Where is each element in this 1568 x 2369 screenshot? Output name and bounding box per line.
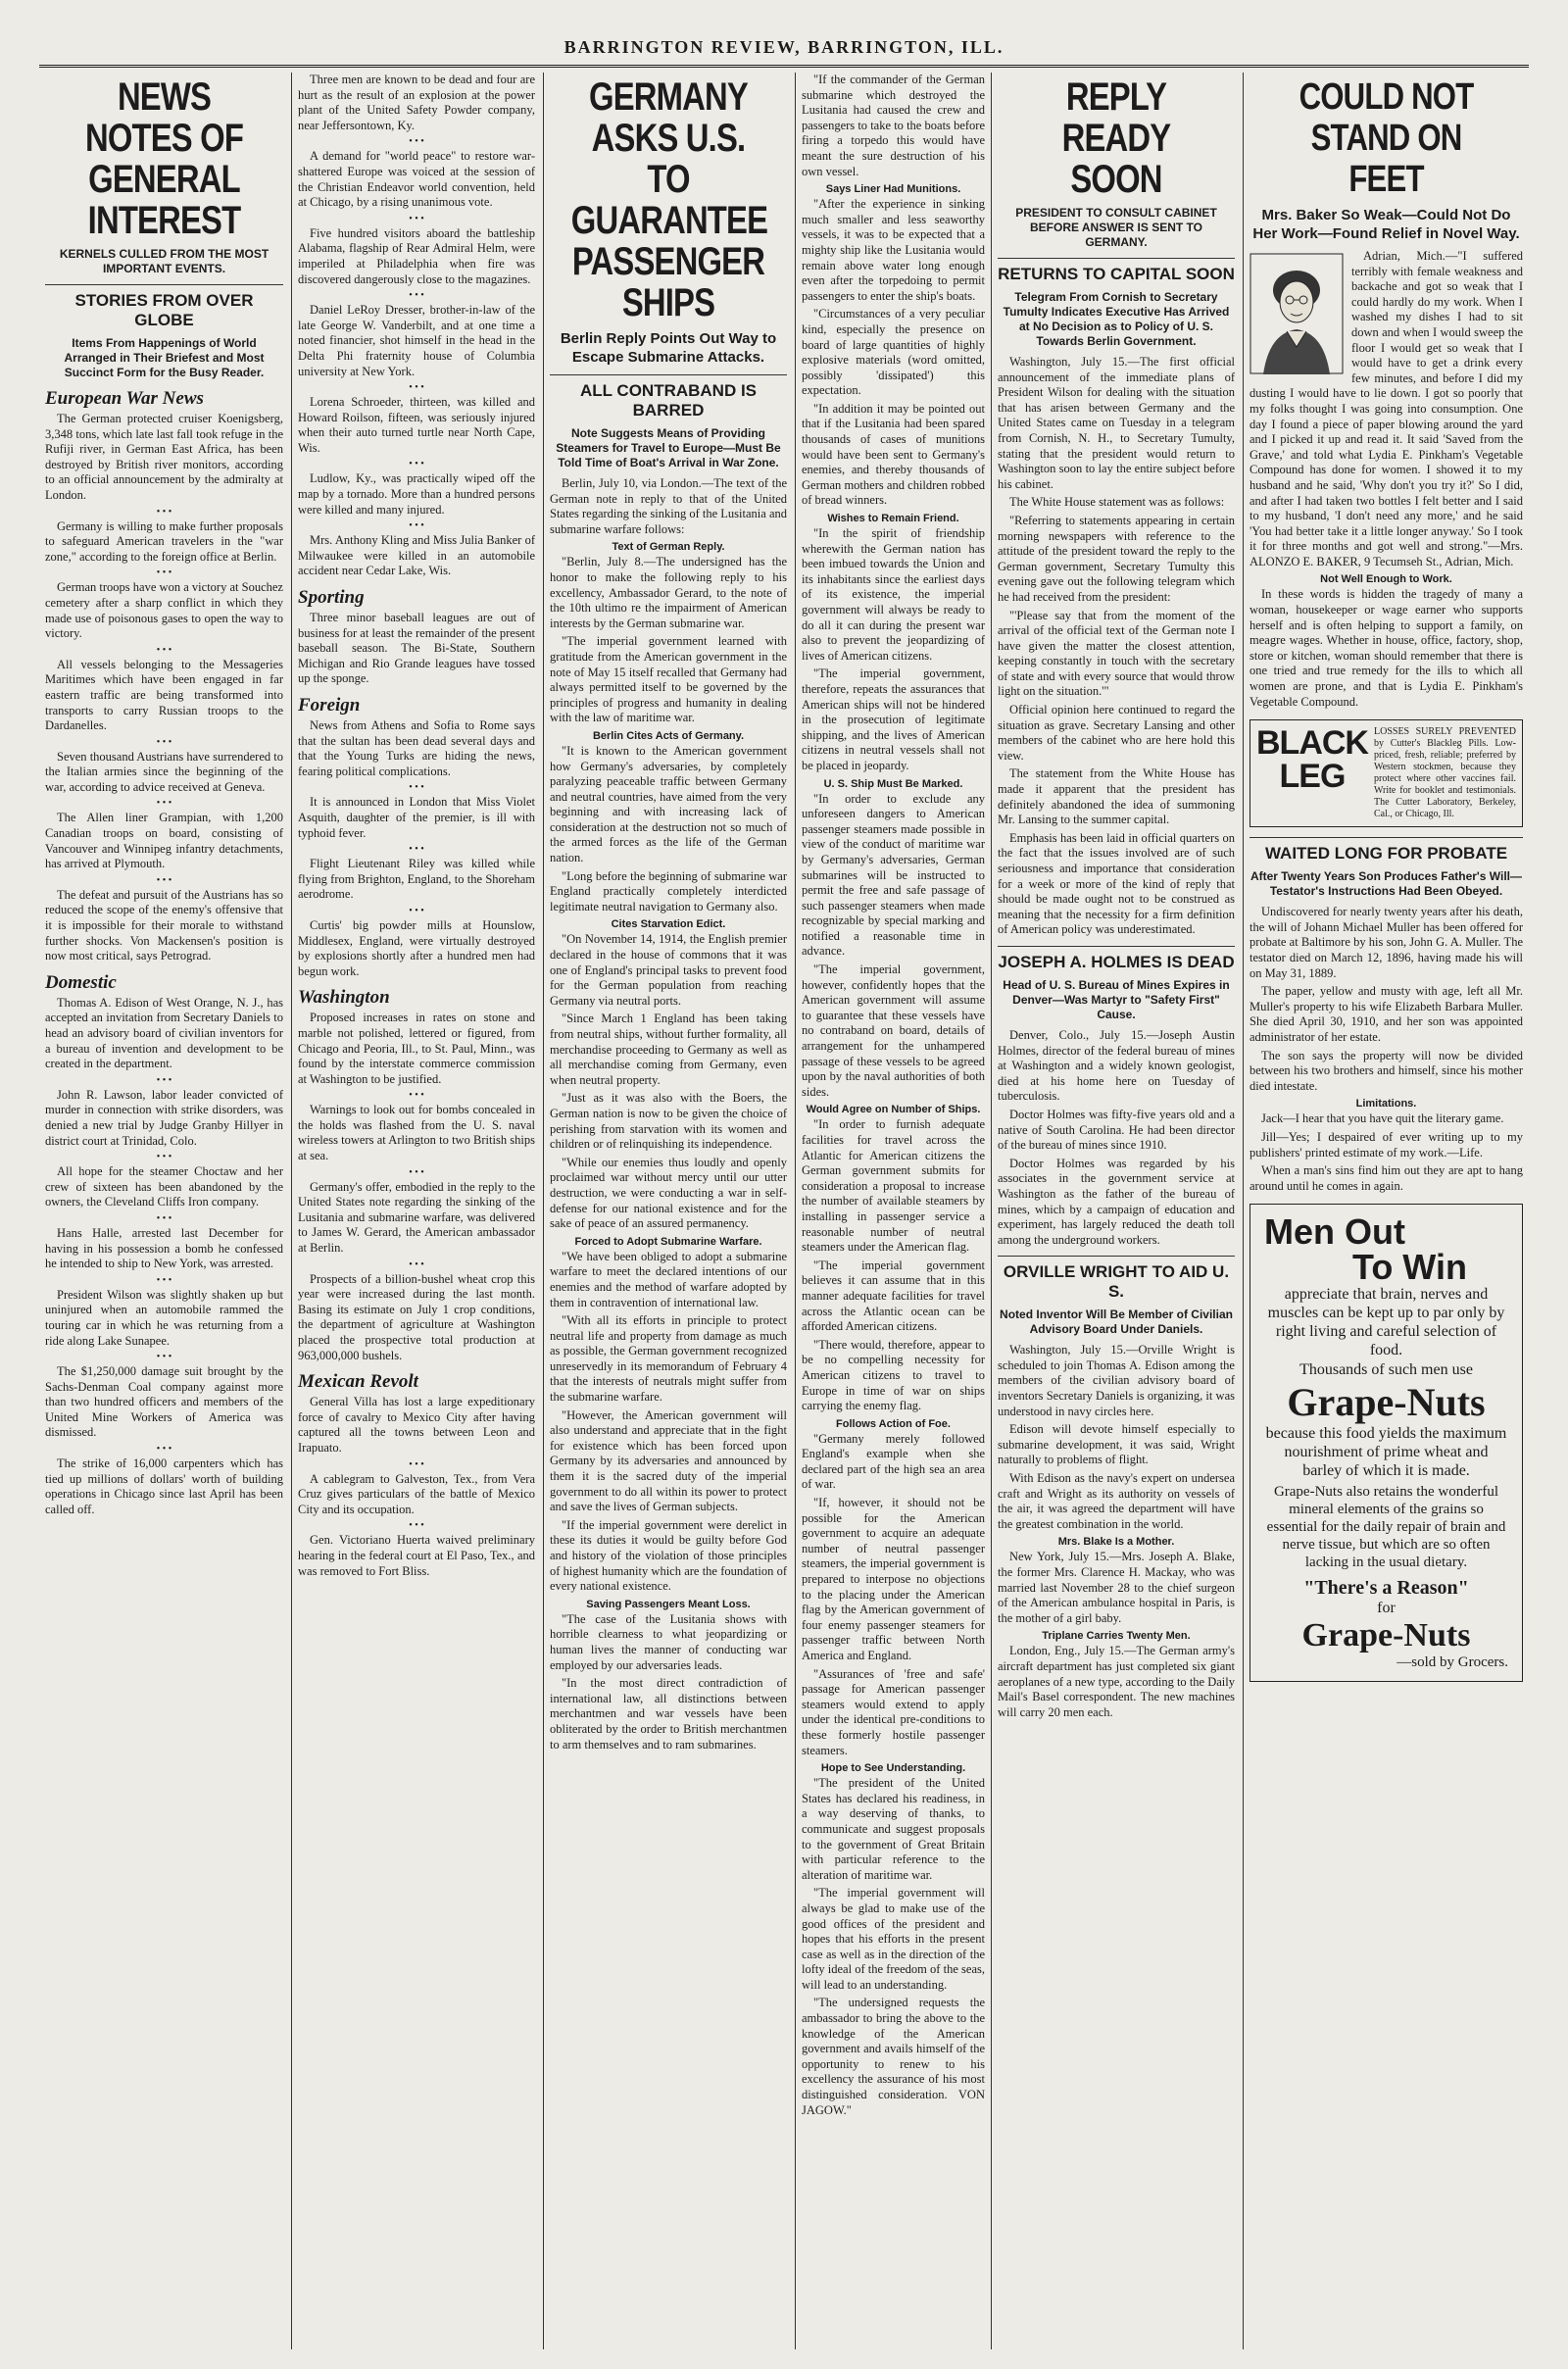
- side-head: U. S. Ship Must Be Marked.: [823, 777, 963, 790]
- separator-dots: • • •: [156, 798, 172, 810]
- paragraph: The White House statement was as follows:: [1009, 495, 1225, 510]
- headline-limitations: Limitations.: [1355, 1098, 1417, 1110]
- portrait-illustration: [1250, 253, 1344, 374]
- paragraph: "Referring to statements appearing in certain morning newspapers with reference to the attitude of the president toward the reply to the German government, Secretary Tumulty this evening gave out the following telegram which he had received from the president:: [998, 513, 1235, 604]
- paragraph: Washington, July 15.—The first official announcement of the immediate plans of President Wilson for dealing with the situation that has arisen between Germany and the United States came on Tuesday in a telegram from Cornish, N. H., to Secretary Tumulty, stating that the president would return to Washington soon to lay the entire subject before his cabinet.: [998, 355, 1235, 491]
- paragraph: "In the most direct contradiction of international law, all distinctions between merchantmen and war vessels have been obliterated by the order to British merchantmen to arm themselves and to ram submarines.: [550, 1676, 787, 1752]
- paragraph: Lorena Schroeder, thirteen, was killed and Howard Roilson, fifteen, was seriously injured when their auto turned turtle near North Cape, Wis.: [298, 395, 535, 455]
- paragraph: Official opinion here continued to regard the situation as grave. Secretary Lansing and other members of the cabinet who are here hold this view.: [998, 703, 1235, 763]
- side-head: Hope to See Understanding.: [820, 1762, 966, 1775]
- paragraph: A cablegram to Galveston, Tex., from Vera Cruz gives particulars of the battle of Mexico City and its occupation.: [298, 1471, 535, 1516]
- blake-items: [998, 1550, 1235, 1626]
- washington-items: [298, 1011, 535, 1363]
- headline-reply-ready: REPLY READY SOON: [1061, 75, 1171, 201]
- paragraph: The German protected cruiser Koenigsberg, 3,348 tons, which late last fall took refuge in the Rufiji river, in German East Africa, has been destroyed by British river monitors, according to an official announcement by the admiralty at London.: [45, 412, 283, 502]
- paragraph: "With all its efforts in principle to protect neutral life and property from damage as much as possible, the German government recognized unreservedly in its memorandum of February 4 that the interests of neutrals might suffer from the submarine warfare.: [550, 1313, 787, 1405]
- ad-slogan: "There's a Reason": [1303, 1576, 1469, 1599]
- paragraph: German troops have won a victory at Souchez cemetery after a sharp conflict in which they made use of poisonous gases to open the way to victory.: [45, 580, 283, 641]
- paragraph: The son says the property will now be divided between his two brothers and himself, since his mother died intestate.: [1250, 1048, 1523, 1093]
- paragraph: "The case of the Lusitania shows with horrible clearness to what jeopardizing or human lives the manner of conducting war employed by our adversaries leads.: [550, 1611, 787, 1672]
- paragraph: "In the spirit of friendship wherewith the German nation has been imbued towards the Union and its inhabitants since the earliest days of its existence, the imperial government will always be ready to do all it can during the present war also to prevent the jeopardizing of lives of American citizens.: [802, 526, 985, 663]
- ad-brand-2: Grape-Nuts: [1301, 1616, 1471, 1653]
- domestic-items: [45, 996, 283, 1518]
- paragraph: "We have been obliged to adopt a submarine warfare to meet the declared intentions of our enemies and the method of warfare adopted by them in contravention of international law.: [550, 1249, 787, 1309]
- subhead-stories: STORIES FROM OVER GLOBE: [45, 284, 283, 330]
- ad-brand: Grape-Nuts: [1287, 1379, 1486, 1424]
- paragraph: The statement from the White House has made it apparent that the president has definitely abandoned the idea of summoning Mr. Lansing to the summer capital.: [998, 766, 1235, 827]
- paragraph: Hans Halle, arrested last December for having in his possession a bomb he confessed he intended to ship to New York, was arrested.: [45, 1225, 283, 1271]
- paragraph: "The imperial government, however, confidently hopes that the American government will assume to guarantee that these vessels have no contraband on board, details of arrangement for the unhampered passage of these vessels to be agreed upon by the naval authorities of both sides.: [802, 962, 985, 1099]
- paragraph: "Assurances of 'free and safe' passage for American passenger steamers would extend to apply under the identical pre-conditions to these formerly hostile passenger steamers.: [802, 1666, 985, 1757]
- limitations-items: [1250, 1111, 1523, 1194]
- column-2: [291, 73, 541, 2349]
- paragraph: With Edison as the navy's expert on undersea craft and Wright as its authority on vessels of the air, it was agreed the department will have the greatest combination in the world.: [998, 1471, 1235, 1531]
- paragraph: Doctor Holmes was fifty-five years old and a native of South Carolina. He had been director of the bureau of mines since 1910.: [998, 1107, 1235, 1153]
- grape-nuts-ad: [1250, 1204, 1523, 1682]
- ad-for: for: [1377, 1599, 1396, 1616]
- paragraph: Denver, Colo., July 15.—Joseph Austin Holmes, director of the federal bureau of mines at Washington and a widely known geologist, died at his home here on Tuesday of tuberculosis.: [998, 1027, 1235, 1104]
- probate-items: [1250, 905, 1523, 1094]
- paragraph: "If the imperial government were derelict in these its duties it would be guilty before God and history of the violation of those principles of highest humanity which are the foundation of every national existence.: [550, 1517, 787, 1594]
- paragraph: Warnings to look out for bombs concealed in the holds was flashed from the U. S. naval wireless towers at Arlington to two British ships at sea.: [298, 1103, 535, 1163]
- side-head: Saving Passengers Meant Loss.: [586, 1598, 751, 1610]
- headline-wright: ORVILLE WRIGHT TO AID U. S.: [998, 1256, 1235, 1302]
- paragraph: News from Athens and Sofia to Rome says that the sultan has been dead several days and that the Young Turks are hiding the news, fearing political complications.: [298, 718, 535, 778]
- separator-dots: • • •: [156, 736, 172, 748]
- separator-dots: • • •: [409, 1166, 424, 1178]
- subdeck-telegram: Telegram From Cornish to Secretary Tumulty Indicates Executive Has Arrived at No Decision as to Policy of U. S. Towards Berlin Government.: [1003, 290, 1230, 348]
- column-6: [1243, 73, 1529, 2349]
- paragraph: The $1,250,000 damage suit brought by the Sachs-Denman Coal company against more than two hundred officers and members of the United Mine Workers of America was dismissed.: [45, 1364, 283, 1440]
- headline-germany-asks: GERMANY ASKS U.S. TO GUARANTEE PASSENGER SHIPS: [570, 75, 768, 324]
- paragraph: Undiscovered for nearly twenty years after his death, the will of Johann Michael Muller has been offered for probate at Baltimore by his son, John G. A. Muller. The testator died on March 12, 1896, having made his will on May 31, 1889.: [1250, 905, 1523, 980]
- side-head: Text of German Reply.: [612, 541, 725, 554]
- paragraph: "However, the American government will also understand and appreciate that in the fight for existence which has been forced upon Germany by its adversaries and announced by them it is the sacred duty of the imperial government to do all within its power to protect and save the lives of German subjects.: [550, 1407, 787, 1514]
- separator-dots: • • •: [409, 382, 424, 394]
- paragraph: Prospects of a billion-bushel wheat crop this year were increased during the last month. Basing its estimate on July 1 crop conditions, the department of agriculture at Washington placed the prospective total production at 963,000,000 bushels.: [298, 1271, 535, 1362]
- separator-dots: • • •: [409, 782, 424, 794]
- column-4: [795, 73, 991, 2349]
- mexican-items: [298, 1395, 535, 1579]
- paragraph: Germany's offer, embodied in the reply to the United States note regarding the sinking of the Lusitania and submarine warfare, was delivered to James W. Gerard, the American ambassador at Berlin.: [298, 1179, 535, 1256]
- blackleg-ad: [1250, 719, 1523, 827]
- masthead: [39, 10, 1529, 68]
- subdeck-items: Items From Happenings of World Arranged in Their Briefest and Most Succinct Form for the Busy Reader.: [64, 336, 265, 379]
- wright-items: [998, 1343, 1235, 1532]
- headline-blake: Mrs. Blake Is a Mother.: [1057, 1536, 1175, 1549]
- separator-dots: • • •: [156, 1074, 172, 1086]
- deck-wright: Noted Inventor Will Be Member of Civilian Advisory Board Under Daniels.: [1000, 1308, 1233, 1337]
- headline-holmes: JOSEPH A. HOLMES IS DEAD: [998, 946, 1235, 972]
- separator-dots: • • •: [409, 844, 424, 856]
- masthead-text: BARRINGTON REVIEW, BARRINGTON, ILL.: [564, 37, 1004, 57]
- paragraph: When a man's sins find him out they are apt to hang around until he comes in again.: [1250, 1163, 1523, 1193]
- paragraph: "Since March 1 England has been taking from neutral ships, without further formality, all merchandise proceeding to Germany as well as all merchandise coming from Germany, even when neutral property.: [550, 1012, 787, 1087]
- separator-dots: • • •: [156, 644, 172, 656]
- ad-title-men-out: Men Out: [1264, 1211, 1405, 1253]
- paragraph: Three minor baseball leagues are out of business for at least the remainder of the present baseball season. The Bi-State, Southern Michigan and Rio Grande leagues have tossed up the sponge.: [298, 611, 535, 686]
- paragraph: "The imperial government will always be glad to make use of the good offices of the president and hopes that his efforts in the present case as well as in the direction of the lofty ideal of the freedom of the seas, will lead to an understanding.: [802, 1886, 985, 1992]
- paragraph: Edison will devote himself especially to submarine development, it was said, Wright naturally to problems of flight.: [998, 1422, 1235, 1467]
- paragraph: "The imperial government learned with gratitude from the American government in the note of May 15 itself recalled that Germany had always permitted itself to be governed by the principles of progress and humanity in dealing with the law of maritime war.: [550, 634, 787, 725]
- ad-sold-by: —sold by Grocers.: [1396, 1653, 1508, 1670]
- paragraph: In these words is hidden the tragedy of many a woman, housekeeper or wage earner who supports herself and is often helping to support a family, on meagre wages. Whether in house, office, factory, shop, store or kitchen, woman should remember that there is one tried and true remedy for the ills to which all women are prone, and that is Lydia E. Pinkham's Vegetable Compound.: [1250, 587, 1523, 709]
- separator-dots: • • •: [156, 1212, 172, 1224]
- separator-dots: • • •: [409, 1090, 424, 1102]
- separator-dots: • • •: [409, 1520, 424, 1532]
- separator-dots: • • •: [156, 506, 172, 518]
- separator-dots: • • •: [409, 1259, 424, 1270]
- section-sporting: Sporting: [298, 587, 365, 609]
- paragraph: It is announced in London that Miss Violet Asquith, daughter of the premier, is ill with typhoid fever.: [298, 795, 535, 840]
- ad-body-3: because this food yields the maximum nourishment of prime wheat and barley of which it is made.: [1265, 1424, 1507, 1479]
- separator-dots: • • •: [409, 1458, 424, 1470]
- headline-news-notes: NEWS NOTES OF GENERAL INTEREST: [84, 75, 244, 242]
- paragraph: "In order to exclude any unforeseen dangers to American passenger steamers made possible in view of the conduct of maritime war by Germany's adversaries, German submarines will be instructed to permit the free and safe passage of such passenger steamers when made recognizable by special marking and notified a reasonable time in advance.: [802, 791, 985, 959]
- section-domestic: Domestic: [45, 971, 117, 993]
- section-washington: Washington: [298, 987, 390, 1009]
- separator-dots: • • •: [409, 136, 424, 148]
- separator-dots: • • •: [156, 568, 172, 579]
- column-3: [543, 73, 793, 2349]
- ad-body-2: Thousands of such men use: [1299, 1361, 1473, 1379]
- separator-dots: • • •: [409, 459, 424, 470]
- headline-could-not-stand: COULD NOT STAND ON FEET: [1298, 76, 1474, 200]
- paragraph: All hope for the steamer Choctaw and her crew of sixteen has been abandoned by the owners, the Cleveland Cliffs Iron company.: [45, 1164, 283, 1209]
- paragraph: Ludlow, Ky., was practically wiped off the map by a tornado. More than a hundred persons were killed and many injured.: [298, 471, 535, 517]
- subdeck-note: Note Suggests Means of Providing Steamers for Travel to Europe—Must Be Told Time of Boat's Arrival in War Zone.: [556, 426, 781, 469]
- paragraph: Flight Lieutenant Riley was killed while flying from Brighton, England, to the Shoreham aerodrome.: [298, 857, 535, 902]
- side-head: Would Agree on Number of Ships.: [806, 1104, 981, 1116]
- side-head: Wishes to Remain Friend.: [827, 513, 959, 525]
- paragraph: Gen. Victoriano Huerta waived preliminary hearing in the federal court at El Paso, Tex., and was removed to Fort Bliss.: [298, 1533, 535, 1578]
- paragraph: "The imperial government, therefore, repeats the assurances that American ships will not be hindered in the prosecution of legitimate shipping, and the lives of American citizens in neutral vessels shall not be placed in jeopardy.: [802, 666, 985, 772]
- paragraph: General Villa has lost a large expeditionary force of cavalry to Mexico City after having captured all the towns between Leon and Irapuato.: [298, 1395, 535, 1455]
- reply-items: [998, 355, 1235, 938]
- paragraph: Adrian, Mich.—"I suffered terribly with female weakness and backache and got so weak that I could hardly do my work. When I washed my dishes I had to sit down and when I would sweep the floor I would get so weak that I would have to get a drink every few minutes, and before I did my dusting I would have to lie down. I got so poorly that my folks thought I was going into consumption. One day I found a piece of paper blowing around the yard and I picked it up and read it. It said 'Saved from the Grave,' and told what Lydia E. Pinkham's Vegetable Compound has done for women. I showed it to my husband and he said, 'Why don't you try it?' So I did, and after I had taken two bottles I felt better and I said to my husband, 'I don't need any more,' and he said 'You had better take it a little longer anyway.' So I took it for three months and got well and strong."—Mrs. ALONZO E. BAKER, 9 Tecumseh St., Adrian, Mich.: [1250, 249, 1523, 568]
- ad-title-to-win: To Win: [1352, 1247, 1467, 1288]
- paragraph: Five hundred visitors aboard the battleship Alabama, flagship of Rear Admiral Helm, were imperiled at Philadelphia when fire was discovered dangerously close to the magazines.: [298, 225, 535, 286]
- holmes-items: [998, 1028, 1235, 1248]
- blackleg-word-black: BLACK: [1256, 724, 1368, 763]
- paragraph: Jill—Yes; I despaired of ever writing up to my publishers' printed estimate of my work.—Life.: [1250, 1129, 1523, 1160]
- separator-dots: • • •: [156, 1274, 172, 1286]
- paragraph: "The undersigned requests the ambassador to bring the above to the knowledge of the American government and avails himself of the opportunity to renew to his excellency the assurance of his most distinguished consideration. VON JAGOW.": [802, 1996, 985, 2117]
- paragraph: The Allen liner Grampian, with 1,200 Canadian troops on board, consisting of Vancouver and Winnipeg infantry detachments, has arrived at Plymouth.: [45, 811, 283, 871]
- side-head: Not Well Enough to Work.: [1320, 573, 1452, 586]
- ad-body-4: Grape-Nuts also retains the wonderful mineral elements of the grains so essential for the daily repair of brain and nerve tissue, but which are so often lacking in the usual dietary.: [1266, 1483, 1506, 1570]
- general-items: [298, 73, 535, 579]
- blackleg-word-leg: LEG: [1279, 758, 1346, 796]
- deck-kernels: KERNELS CULLED FROM THE MOST IMPORTANT EVENTS.: [59, 247, 270, 275]
- paragraph: Berlin, July 10, via London.—The text of the German note in reply to that of the United States regarding the sinking of the Lusitania and submarine warfare follows:: [550, 476, 787, 536]
- paragraph: "Just as it was also with the Boers, the German nation is now to be given the choice of perishing from starvation with its women and children or of relinquishing its independence.: [550, 1091, 787, 1152]
- paragraph: "Berlin, July 8.—The undersigned has the honor to make the following reply to his excellency, Ambassador Gerard, to the note of the 10th ultimo re the impairment of American interests by the German submarine war.: [550, 555, 787, 630]
- paragraph: Thomas A. Edison of West Orange, N. J., has accepted an invitation from Secretary Daniels to head an advisory board of civilian inventors for a bureau of invention and development to be created in the department.: [45, 995, 283, 1071]
- side-head: Berlin Cites Acts of Germany.: [592, 729, 745, 742]
- paragraph: A demand for "world peace" to restore war-shattered Europe was voiced at the session of the Christian Endeavor world convention, held at Chicago, by a rising unanimous vote.: [298, 149, 535, 210]
- triplane-items: [998, 1644, 1235, 1720]
- paragraph: "The imperial government believes it can assume that in this manner adequate facilities for travel across the Atlantic ocean can be afforded American citizens.: [802, 1258, 985, 1334]
- paragraph: Mrs. Anthony Kling and Miss Julia Banker of Milwaukee were killed in an automobile accident near Cedar Lake, Wis.: [298, 533, 535, 578]
- paragraph: The paper, yellow and musty with age, left all Mr. Muller's property to his wife Elizabeth Barbara Muller. She died April 30, 1910, and her son was appointed administrator of her estate.: [1250, 984, 1523, 1044]
- paragraph: Jack—I hear that you have quit the literary game.: [1261, 1111, 1504, 1126]
- sporting-items: [298, 611, 535, 687]
- paragraph: New York, July 15.—Mrs. Joseph A. Blake, the former Mrs. Clarence H. Mackay, who was married last November 28 to the chief surgeon of the American ambulance hospital in Paris, is the mother of a girl baby.: [998, 1550, 1235, 1625]
- section-foreign: Foreign: [298, 695, 361, 716]
- paragraph: London, Eng., July 15.—The German army's aircraft department has just completed six giant aeroplanes of a new type, according to the Daily Mail's Basel correspondent. The new machines will carry 20 men each.: [998, 1644, 1235, 1719]
- column-1: [39, 73, 289, 2349]
- foreign-items: [298, 718, 535, 979]
- deck-berlin-reply: Berlin Reply Points Out Way to Escape Submarine Attacks.: [560, 330, 777, 366]
- paragraph: "Germany merely followed England's example when she declared part of the high sea an area of war.: [802, 1431, 985, 1492]
- separator-dots: • • •: [156, 1152, 172, 1163]
- paragraph: The strike of 16,000 carpenters which has tied up millions of dollars' worth of building operations in Chicago since last April has been called off.: [45, 1456, 283, 1516]
- blackleg-text: LOSSES SURELY PREVENTED by Cutter's Blackleg Pills. Low-priced, fresh, reliable; preferred by Western stockmen, because they protect where other vaccines fail. Write for booklet and testimonials. The Cutter Laboratory, Berkeley, Cal., or Chicago, Ill.: [1373, 726, 1516, 820]
- separator-dots: • • •: [409, 290, 424, 302]
- paragraph: "Circumstances of a very peculiar kind, especially the presence on board of large quantities of highly explosive materials (word omitted, possibly 'dissipated') this expectation.: [802, 307, 985, 398]
- separator-dots: • • •: [409, 213, 424, 224]
- column-5: [991, 73, 1241, 2349]
- paragraph: "After the experience in sinking much smaller and less seaworthy vessels, it was to be expected that a mighty ship like the Lusitania would remain above water long enough even after the torpedoing to permit passengers to enter the ship's boats.: [802, 197, 985, 303]
- paragraph: "There would, therefore, appear to be no compelling necessity for American citizens to travel to Europe in time of war on ships carrying the enemy flag.: [802, 1337, 985, 1413]
- paragraph: The defeat and pursuit of the Austrians has so reduced the scope of the enemy's offensive that it is impossible for their morale to withstand further shocks. Von Mackensen's position is now most critical, says Petrograd.: [45, 887, 283, 963]
- subhead-contraband: ALL CONTRABAND IS BARRED: [550, 374, 787, 420]
- deck-mrs-baker: Mrs. Baker So Weak—Could Not Do Her Work—Found Relief in Novel Way.: [1252, 207, 1520, 242]
- paragraph: "It is known to the American government how Germany's adversaries, by completely paralyzing peaceable traffic between Germany and neutral countries, have aimed from the very beginning and with increasing lack of consideration at the destruction not so much of the armed forces as the life of the German nation.: [550, 743, 787, 865]
- paragraph: Daniel LeRoy Dresser, brother-in-law of the late George W. Vanderbilt, and at one time a noted financier, shot himself in the head in the Delta Phi fraternity house of Columbia university at New York.: [298, 303, 535, 378]
- side-head: Says Liner Had Munitions.: [825, 183, 961, 196]
- side-head: Cites Starvation Edict.: [611, 918, 726, 931]
- paragraph: "In order to furnish adequate facilities for travel across the Atlantic for American citizens the German government submits for consideration a proposal to increase the number of available steamers by installing in passenger service a reasonable number of neutral steamers under the American flag.: [802, 1117, 985, 1255]
- paragraph: Curtis' big powder mills at Hounslow, Middlesex, England, were virtually destroyed by explosions shortly after a hundred men had begun work.: [298, 917, 535, 978]
- deck-probate: After Twenty Years Son Produces Father's Will—Testator's Instructions Had Been Obeyed.: [1250, 869, 1523, 899]
- ad-body-1: appreciate that brain, nerves and muscles can be kept up to par only by right living and careful selection of food.: [1267, 1286, 1505, 1359]
- section-mexican-revolt: Mexican Revolt: [298, 1371, 418, 1393]
- paragraph: "If the commander of the German submarine which destroyed the Lusitania had caused the crew and passengers to take to the boats before firing a torpedo this would have meant the sure destruction of his own vessel.: [802, 73, 985, 178]
- paragraph: President Wilson was slightly shaken up but uninjured when an automobile rammed the touring car in which he was returning from a ride along Lake Sunapee.: [45, 1287, 283, 1348]
- paragraph: "Long before the beginning of submarine war England practically completely interdicted legitimate neutral navigation to Germany also.: [550, 868, 787, 913]
- paragraph: "The president of the United States has declared his readiness, in a way deserving of thanks, to communicate and suggest proposals to the government of Great Britain with particular reference to the alteration of maritime war.: [802, 1776, 985, 1882]
- separator-dots: • • •: [156, 1444, 172, 1456]
- paragraph: Doctor Holmes was regarded by his associates in the government service at Washington as the father of the bureau of mines, which by a campaign of education and experiment, has largely reduced the death toll among the underground workers.: [998, 1156, 1235, 1247]
- separator-dots: • • •: [409, 520, 424, 532]
- separator-dots: • • •: [156, 874, 172, 886]
- paragraph: Seven thousand Austrians have surrendered to the Italian armies since the beginning of the war, according to advice received at Geneva.: [45, 749, 283, 794]
- german-note-continued: [802, 73, 985, 2118]
- paragraph: "In addition it may be pointed out that if the Lusitania had been spared thousands of cases of munitions would have been sent to Germany's enemies, and thereby thousands of German mothers and children robbed of bread winners.: [802, 401, 985, 508]
- european-items: [45, 412, 283, 964]
- paragraph: Proposed increases in rates on stone and marble not polished, lettered or figured, from Chicago and Peoria, Ill., to St. Paul, Minn., was found by the interstate commerce commission at Washington to be justified.: [298, 1011, 535, 1086]
- side-head: Follows Action of Foe.: [836, 1417, 951, 1430]
- deck-president: PRESIDENT TO CONSULT CABINET BEFORE ANSWER IS SENT TO GERMANY.: [1015, 206, 1217, 249]
- side-head: Forced to Adopt Submarine Warfare.: [574, 1235, 762, 1248]
- paragraph: "If, however, it should not be possible for the American government to acquire an adequate number of neutral passenger steamers, the imperial government is prepared to interpose no objections to the placing under the American flag by the American government of four enemy passenger steamers for passenger traffic between North America and England.: [802, 1496, 985, 1662]
- paragraph: John R. Lawson, labor leader convicted of murder in connection with strike disorders, was denied a new trial by Judge Granby Hillyer in district court at Trinidad, Colo.: [45, 1087, 283, 1148]
- paragraph: Emphasis has been laid in official quarters on the fact that the issues involved are of such seriousness and importance that consideration for a week or more of the kind of reply that should be made ought not to be construed as meaning that the necessity for a firm definition of American policy was underestimated.: [998, 830, 1235, 937]
- paragraph: Washington, July 15.—Orville Wright is scheduled to join Thomas A. Edison among the members of the civilian advisory board of inventors Secretary Daniels is organizing, it was understood in navy circles here.: [998, 1343, 1235, 1418]
- paragraph: "On November 14, 1914, the English premier declared in the house of commons that it was one of England's principal tasks to prevent food for the German population from reaching Germany via neutral ports.: [550, 932, 787, 1008]
- paragraph: Germany is willing to make further proposals to safeguard American travelers in the "war zone," according to the foreign office at Berlin.: [45, 518, 283, 564]
- separator-dots: • • •: [156, 1352, 172, 1363]
- headline-probate: WAITED LONG FOR PROBATE: [1250, 837, 1523, 864]
- paragraph: All vessels belonging to the Messageries Maritimes which have been engaged in far eastern traffic are being transformed into transports to carry Russian troops to the Dardanelles.: [45, 657, 283, 733]
- german-note-items: [550, 476, 787, 1752]
- headline-triplane: Triplane Carries Twenty Men.: [1042, 1630, 1191, 1643]
- paragraph: Three men are known to be dead and four are hurt as the result of an explosion at the power plant of the United Safety Powder company, near Jeffersontown, Ky.: [298, 73, 535, 132]
- section-european-war-news: European War News: [45, 388, 204, 409]
- subhead-returns: RETURNS TO CAPITAL SOON: [998, 258, 1235, 284]
- deck-holmes: Head of U. S. Bureau of Mines Expires in Denver—Was Martyr to "Safety First" Cause.: [1003, 977, 1230, 1021]
- paragraph: "'Please say that from the moment of the arrival of the official text of the German note I have given the matter the closest attention, keeping constantly in touch with the secretary of state and with every source that would throw light on the situation.'": [998, 608, 1235, 699]
- paragraph: "While our enemies thus loudly and openly proclaimed war without mercy until our utter destruction, we were conducting a war in self-defense for our national existence and for the sake of peace of an assured permanency.: [550, 1155, 787, 1231]
- separator-dots: • • •: [409, 905, 424, 916]
